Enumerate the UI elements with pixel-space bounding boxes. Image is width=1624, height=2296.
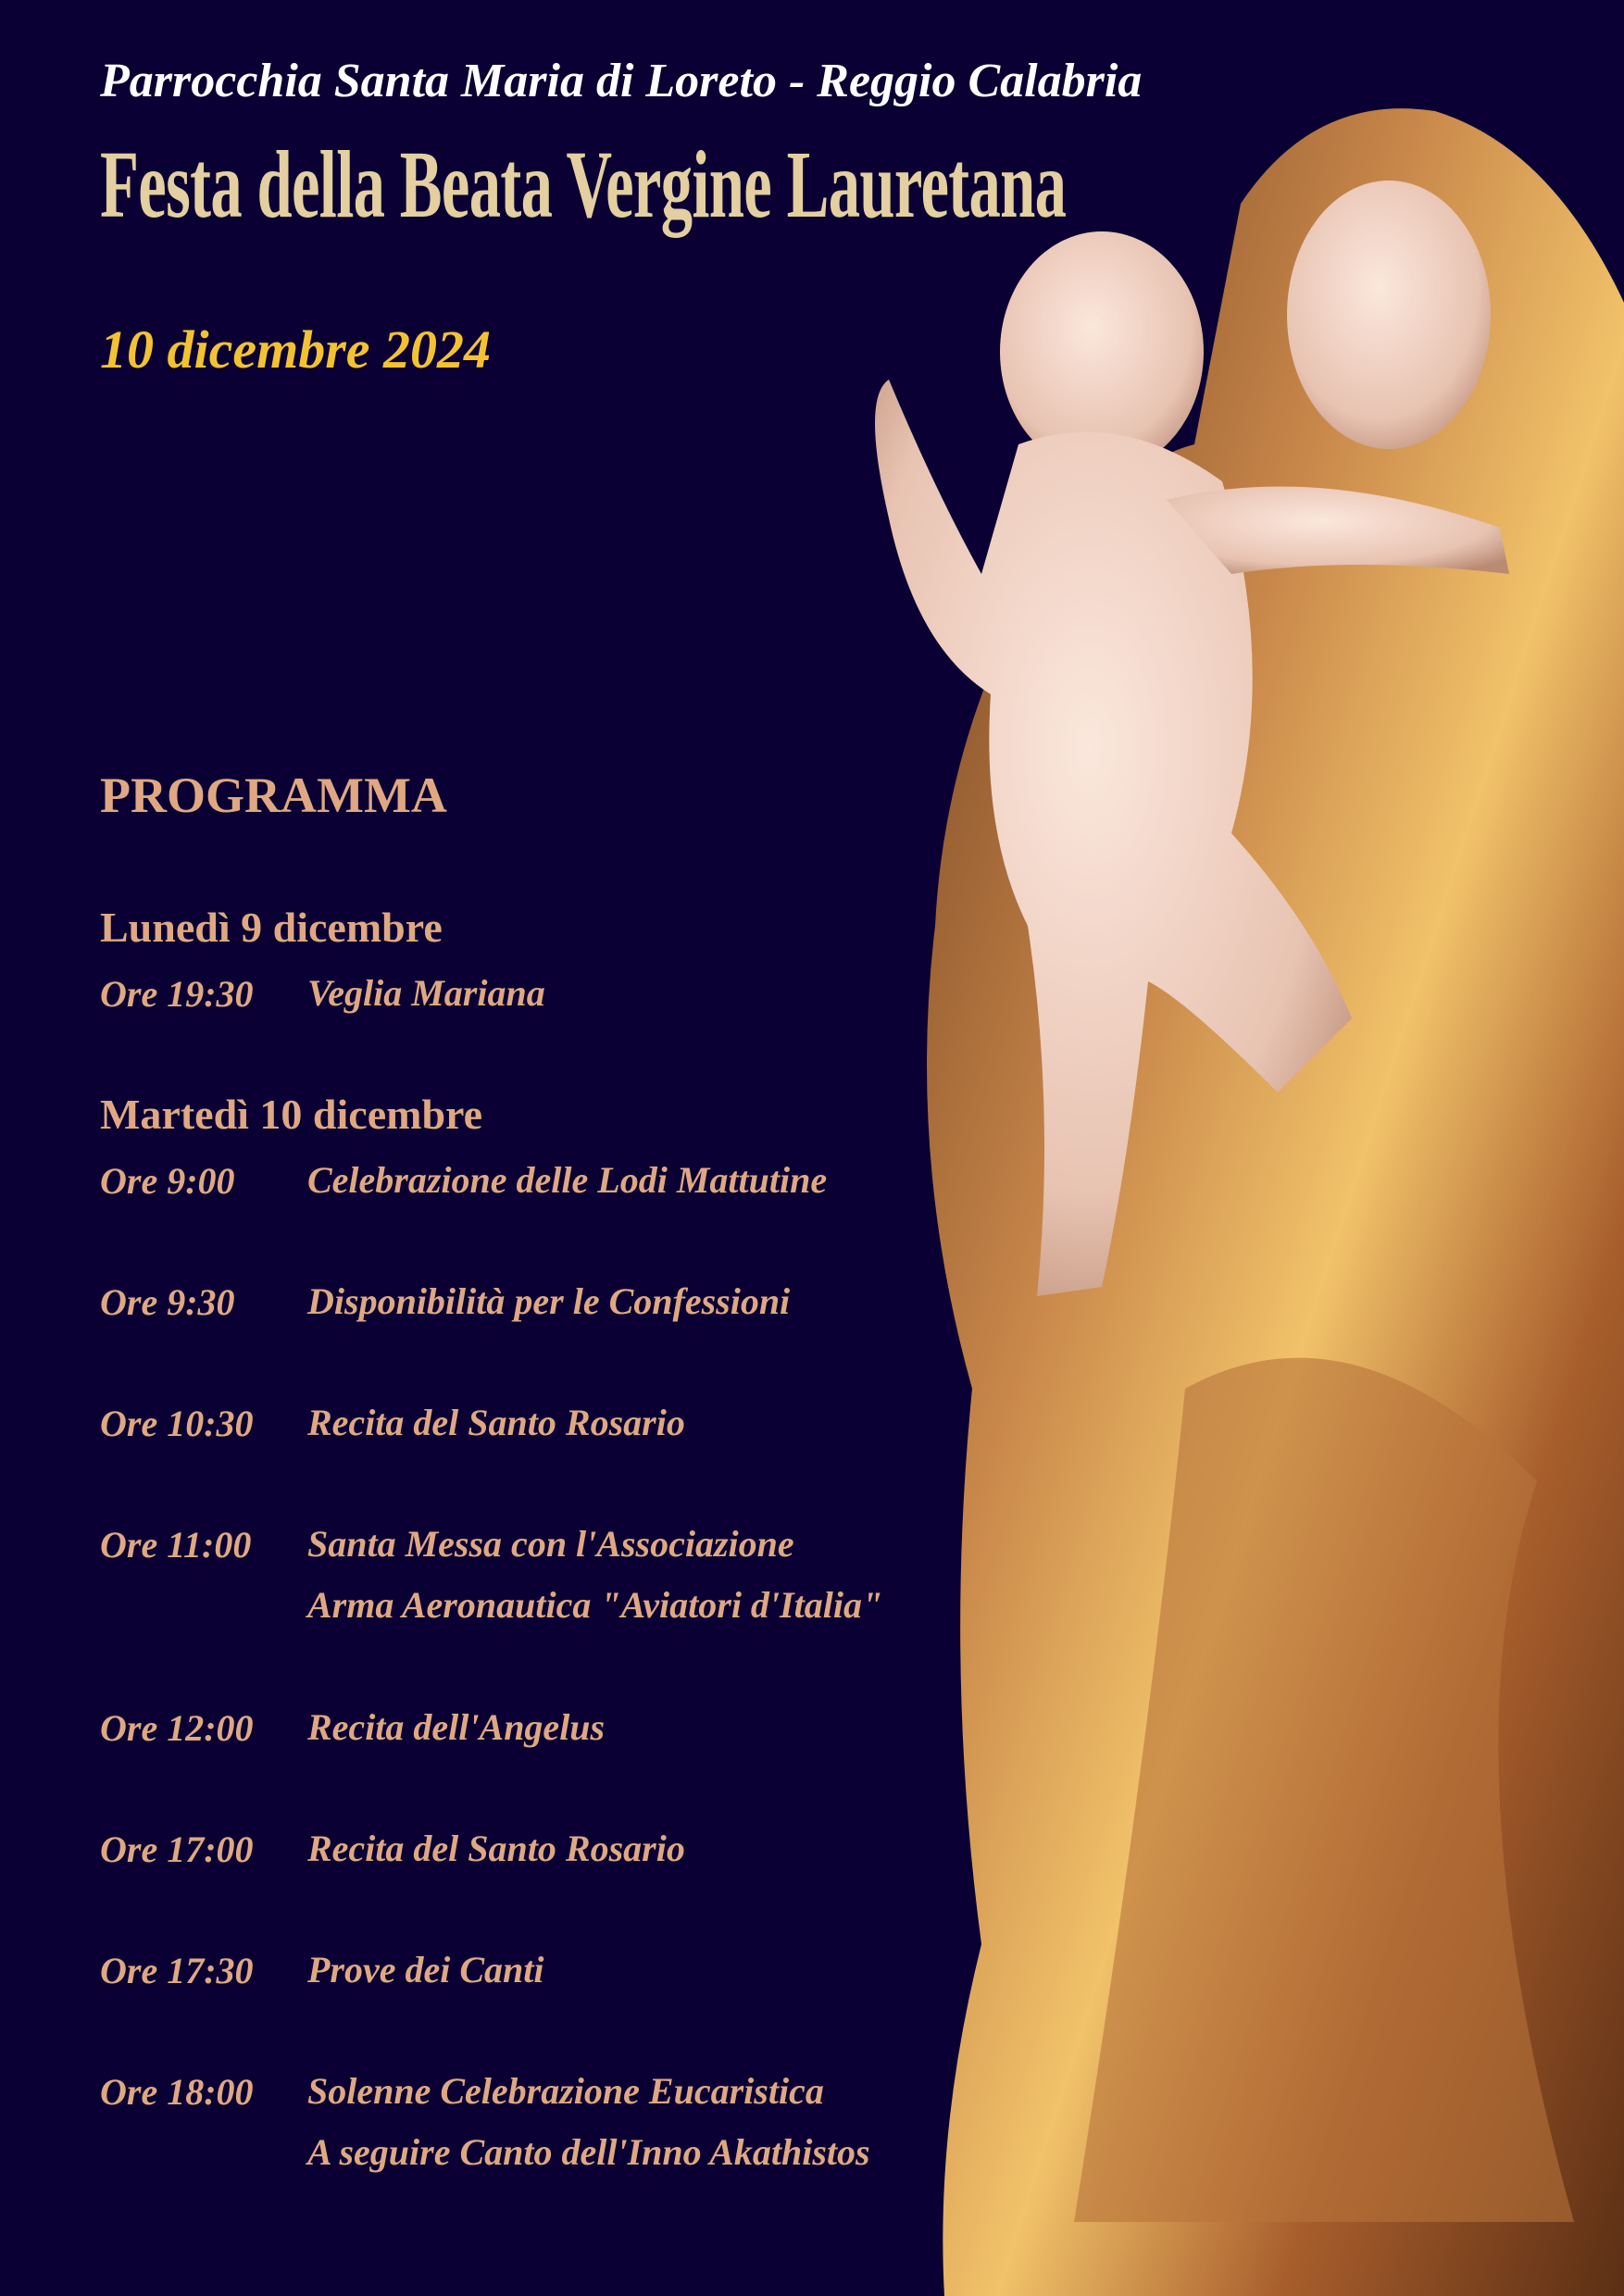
page-title: Festa della Beata Vergine Lauretana [100,131,1067,238]
day-heading: Martedì 10 dicembre [100,1091,483,1138]
item-time: Ore 17:30 [100,1950,254,1991]
item-desc: Arma Aeronautica "Aviatori d'Italia" [307,1584,883,1626]
item-time: Ore 10:30 [100,1403,254,1444]
item-time: Ore 11:00 [100,1524,252,1566]
program-heading: PROGRAMMA [100,767,447,823]
item-desc: Celebrazione delle Lodi Mattutine [307,1159,828,1201]
item-time: Ore 19:30 [100,973,254,1015]
item-desc: Recita del Santo Rosario [307,1402,685,1443]
event-date: 10 dicembre 2024 [100,319,492,380]
item-desc: Recita dell'Angelus [307,1706,606,1748]
item-time: Ore 12:00 [100,1707,254,1749]
item-desc: Disponibilità per le Confessioni [307,1280,791,1322]
madonna-statue-image [796,93,1624,2296]
item-time: Ore 17:00 [100,1828,254,1870]
day-heading: Lunedì 9 dicembre [100,904,443,951]
item-time: Ore 9:00 [100,1160,235,1202]
item-desc: Solenne Celebrazione Eucaristica [307,2070,824,2112]
parish-name: Parrocchia Santa Maria di Loreto - Reggio Calabria [100,55,1143,107]
item-desc: Santa Messa con l'Associazione [307,1523,794,1565]
item-desc: A seguire Canto dell'Inno Akathistos [307,2131,870,2173]
item-desc: Prove dei Canti [307,1949,544,1990]
item-time: Ore 18:00 [100,2071,254,2113]
item-desc: Recita del Santo Rosario [307,1828,685,1869]
item-desc: Veglia Mariana [307,972,545,1014]
item-time: Ore 9:30 [100,1281,235,1323]
